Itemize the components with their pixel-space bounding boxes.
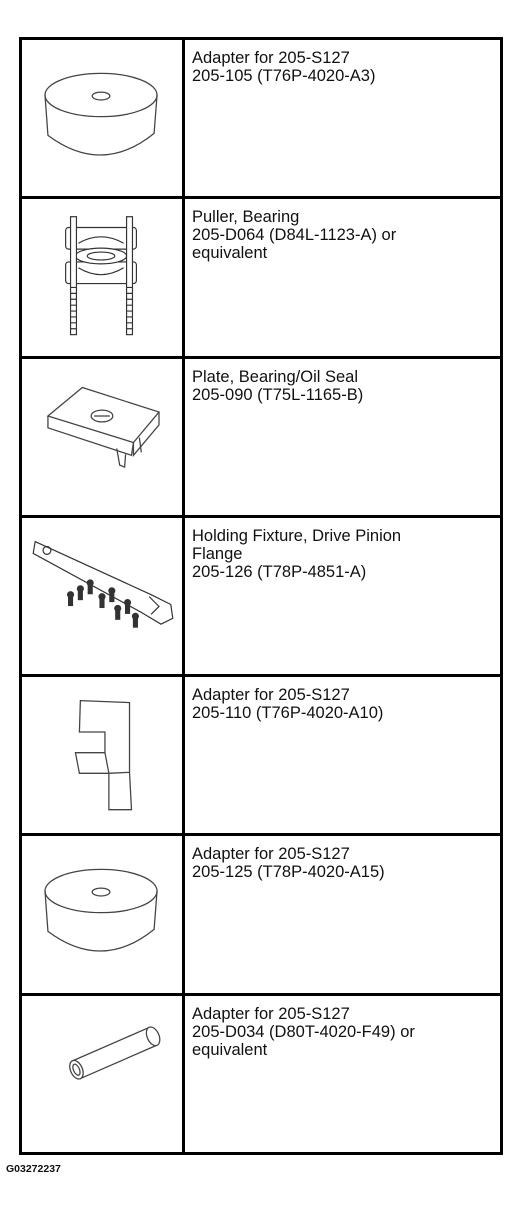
- figure-code: G03272237: [6, 1163, 61, 1175]
- cylinder-adapter-icon: [22, 40, 185, 196]
- tool-line: Flange: [192, 544, 243, 563]
- stepped-adapter-icon: [22, 677, 185, 833]
- tool-line: equivalent: [192, 244, 268, 263]
- tool-line: Adapter for 205-S127: [192, 1004, 350, 1023]
- special-tools-table: [19, 37, 503, 1155]
- tool-line: equivalent: [192, 1040, 268, 1059]
- bearing-plate-icon: [22, 359, 185, 515]
- tool-row: [22, 515, 500, 674]
- tool-row: [22, 674, 500, 833]
- tool-line: Puller, Bearing: [192, 208, 300, 227]
- tool-row: [22, 993, 500, 1152]
- tool-description: [185, 677, 500, 833]
- tube-adapter-icon: [22, 996, 185, 1152]
- bearing-puller-icon: [22, 199, 185, 355]
- tool-row: [22, 356, 500, 515]
- tool-line: 205-125 (T78P-4020-A15): [192, 863, 385, 882]
- tool-line: 205-090 (T75L-1165-B): [192, 385, 364, 404]
- tool-line: Holding Fixture, Drive Pinion: [192, 526, 402, 545]
- tool-line: 205-D064 (D84L-1123-A) or: [192, 226, 397, 245]
- tool-row: [22, 40, 500, 196]
- tool-row: [22, 833, 500, 992]
- tool-line: 205-105 (T76P-4020-A3): [192, 67, 376, 85]
- tool-row: [22, 196, 500, 355]
- tool-description: [185, 996, 500, 1152]
- tool-description: [185, 836, 500, 992]
- tool-description: [185, 518, 500, 674]
- tool-description: [185, 359, 500, 515]
- tool-line: Plate, Bearing/Oil Seal: [192, 367, 359, 386]
- tool-line: 205-126 (T78P-4851-A): [192, 562, 367, 581]
- tool-line: 205-110 (T76P-4020-A10): [192, 704, 384, 723]
- tool-description: [185, 40, 500, 196]
- holding-fixture-icon: [22, 518, 185, 674]
- tool-line: Adapter for 205-S127: [192, 686, 350, 705]
- tool-line: Adapter for 205-S127: [192, 845, 350, 864]
- tool-line: Adapter for 205-S127: [192, 49, 350, 67]
- cylinder-adapter-icon: [22, 836, 185, 992]
- tool-description: [185, 199, 500, 355]
- tool-line: 205-D034 (D80T-4020-F49) or: [192, 1022, 415, 1041]
